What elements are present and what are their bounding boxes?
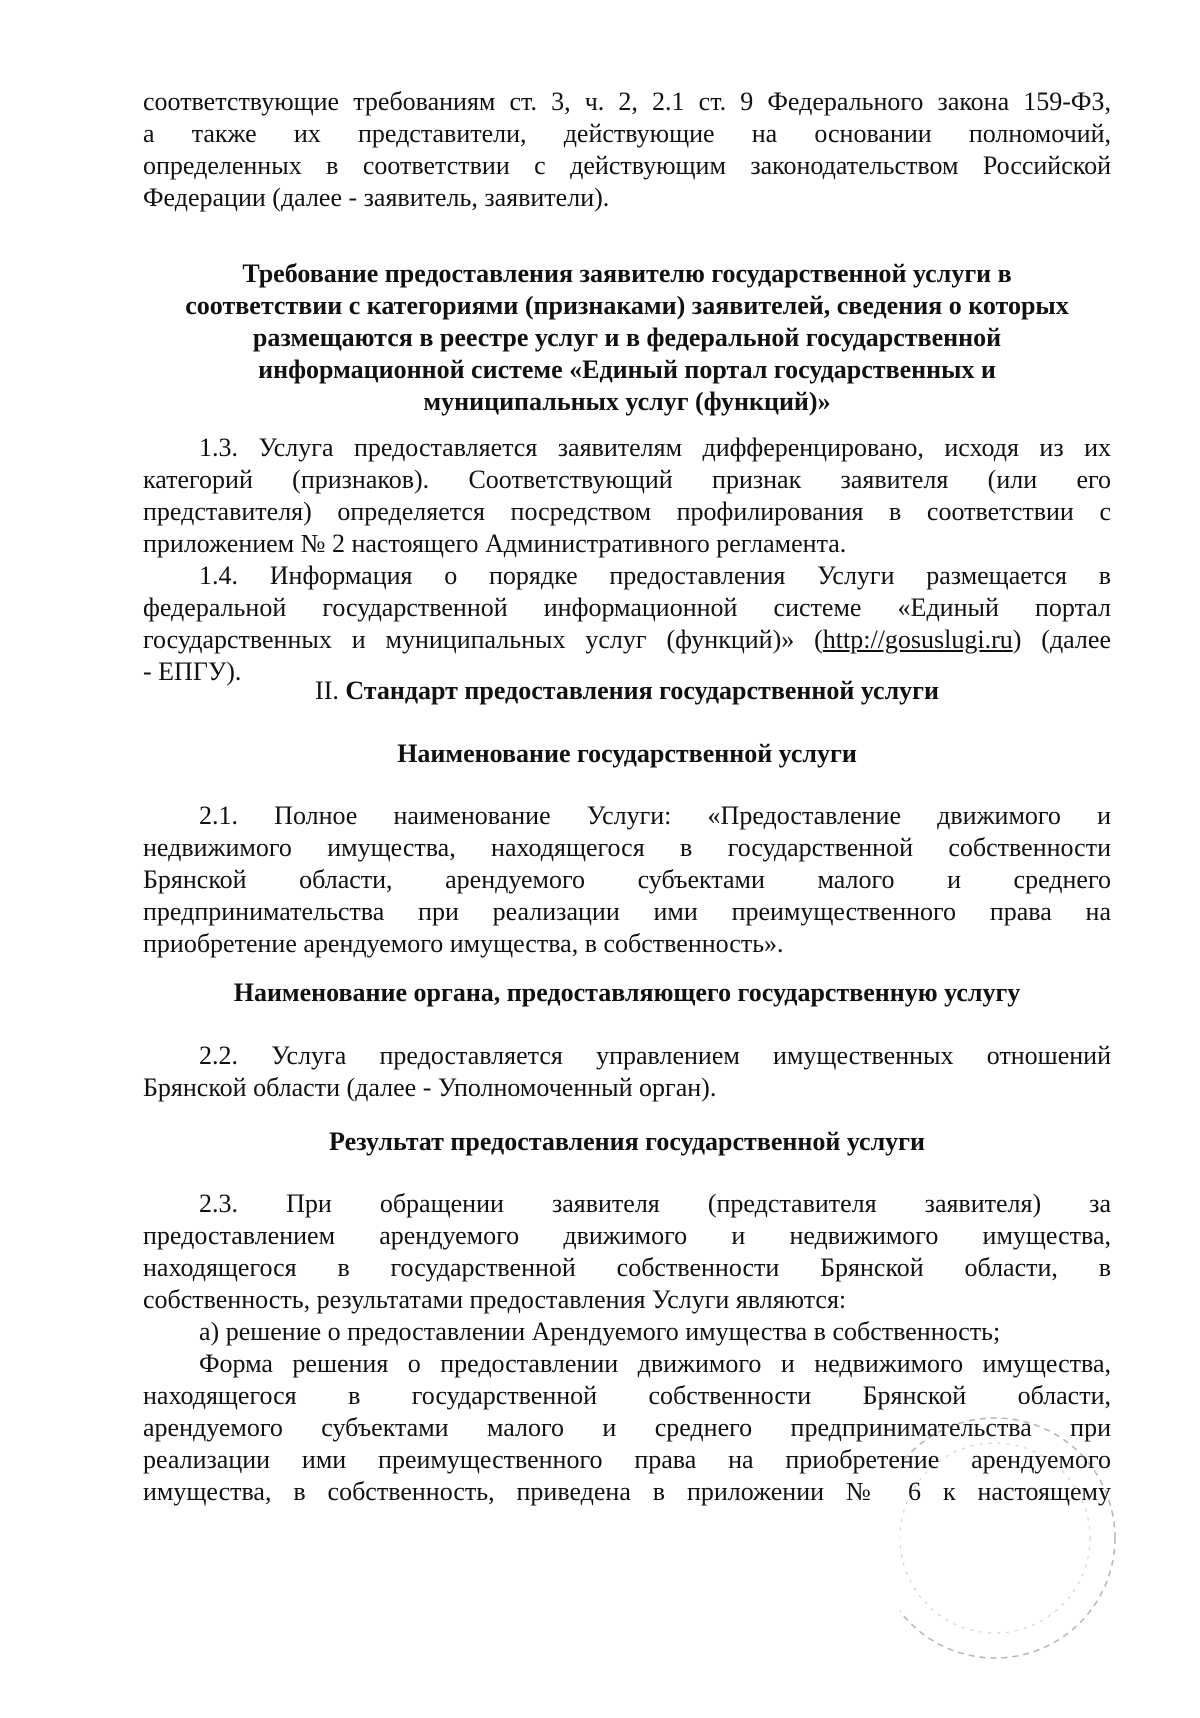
text-line: находящегося в государственной собственности Брянской области, в xyxy=(143,1253,1111,1282)
section-2-heading xyxy=(143,675,1111,707)
paragraph-1-3 xyxy=(143,432,1111,560)
text-line: находящегося в государственной собственности Брянской области, xyxy=(143,1381,1111,1410)
text-segment: государственных и муниципальных услуг (функций)» ( xyxy=(143,625,823,654)
result-heading: Результат предоставления государственной услуги xyxy=(329,1127,925,1156)
text-line: 2.2. Услуга предоставляется управлением имущественных отношений xyxy=(199,1041,1111,1070)
gosuslugi-link[interactable]: http://gosuslugi.ru xyxy=(822,625,1013,654)
heading-line: Требование предоставления заявителю государственной услуги в xyxy=(242,259,1012,288)
paragraph-2-3 xyxy=(143,1188,1111,1316)
heading-line: муниципальных услуг (функций)» xyxy=(423,387,831,416)
text-line: определенных в соответствии с действующим законодательством Российской xyxy=(143,151,1111,180)
text-line: Брянской области (далее - Уполномоченный орган). xyxy=(143,1073,717,1102)
heading-line: соответствии с категориями (признаками) заявителей, сведения о которых xyxy=(185,291,1069,320)
requirement-heading xyxy=(143,258,1111,418)
paragraph-1-4 xyxy=(143,560,1111,688)
heading-line: размещаются в реестре услуг и в федеральной государственной xyxy=(252,323,1002,352)
organ-heading: Наименование органа, предоставляющего государственную услугу xyxy=(233,978,1021,1007)
text-line: представителя) определяется посредством профилирования в соответствии с xyxy=(143,497,1111,526)
text-line: 1.3. Услуга предоставляется заявителям дифференцировано, исходя из их xyxy=(199,433,1111,462)
paragraph-2-1 xyxy=(143,800,1111,960)
text-line: приобретение арендуемого имущества, в собственность». xyxy=(143,929,784,958)
intro-paragraph xyxy=(143,86,1111,214)
text-line: реализации ими преимущественного права на приобретение арендуемого xyxy=(143,1445,1111,1474)
text-line: недвижимого имущества, находящегося в государственной собственности xyxy=(143,833,1111,862)
form-paragraph xyxy=(143,1348,1111,1508)
text-line xyxy=(143,624,1111,656)
text-line: приложением № 2 настоящего Административного регламента. xyxy=(143,529,847,558)
text-line: - ЕПГУ). xyxy=(143,657,242,686)
text-line: предоставлением арендуемого движимого и недвижимого имущества, xyxy=(143,1221,1111,1250)
text-line: арендуемого субъектами малого и среднего предпринимательства при xyxy=(143,1413,1111,1442)
text-line: а также их представители, действующие на основании полномочий, xyxy=(143,119,1111,148)
text-line: 2.1. Полное наименование Услуги: «Предоставление движимого и xyxy=(199,801,1111,830)
heading-line: информационной системе «Единый портал государственных и xyxy=(258,355,996,384)
text-line: категорий (признаков). Соответствующий признак заявителя (или его xyxy=(143,465,1111,494)
text-line: Форма решения о предоставлении движимого и недвижимого имущества, xyxy=(199,1349,1111,1378)
text-line: имущества, в собственность, приведена в приложении № 6 к настоящему xyxy=(143,1477,1111,1506)
text-segment: ) (далее xyxy=(1012,625,1111,654)
section-title: Стандарт предоставления государственной услуги xyxy=(345,676,939,705)
item-a xyxy=(143,1316,1111,1348)
paragraph-2-2 xyxy=(143,1040,1111,1104)
text-line: 1.4. Информация о порядке предоставления Услуги размещается в xyxy=(199,561,1111,590)
text-line: соответствующие требованиям ст. 3, ч. 2, 2.1 ст. 9 Федерального закона 159-ФЗ, xyxy=(143,87,1111,116)
section-number: II. xyxy=(315,676,339,705)
text-line: 2.3. При обращении заявителя (представителя заявителя) за xyxy=(199,1189,1111,1218)
text-line: а) решение о предоставлении Арендуемого имущества в собственность; xyxy=(199,1317,1001,1346)
text-line: предпринимательства при реализации ими преимущественного права на xyxy=(143,897,1111,926)
text-line: Федерации (далее - заявитель, заявители). xyxy=(143,183,610,212)
text-line: федеральной государственной информационной системе «Единый портал xyxy=(143,593,1111,622)
service-name-heading: Наименование государственной услуги xyxy=(397,739,857,768)
text-line: Брянской области, арендуемого субъектами малого и среднего xyxy=(143,865,1111,894)
text-line: собственность, результатами предоставления Услуги являются: xyxy=(143,1285,847,1314)
